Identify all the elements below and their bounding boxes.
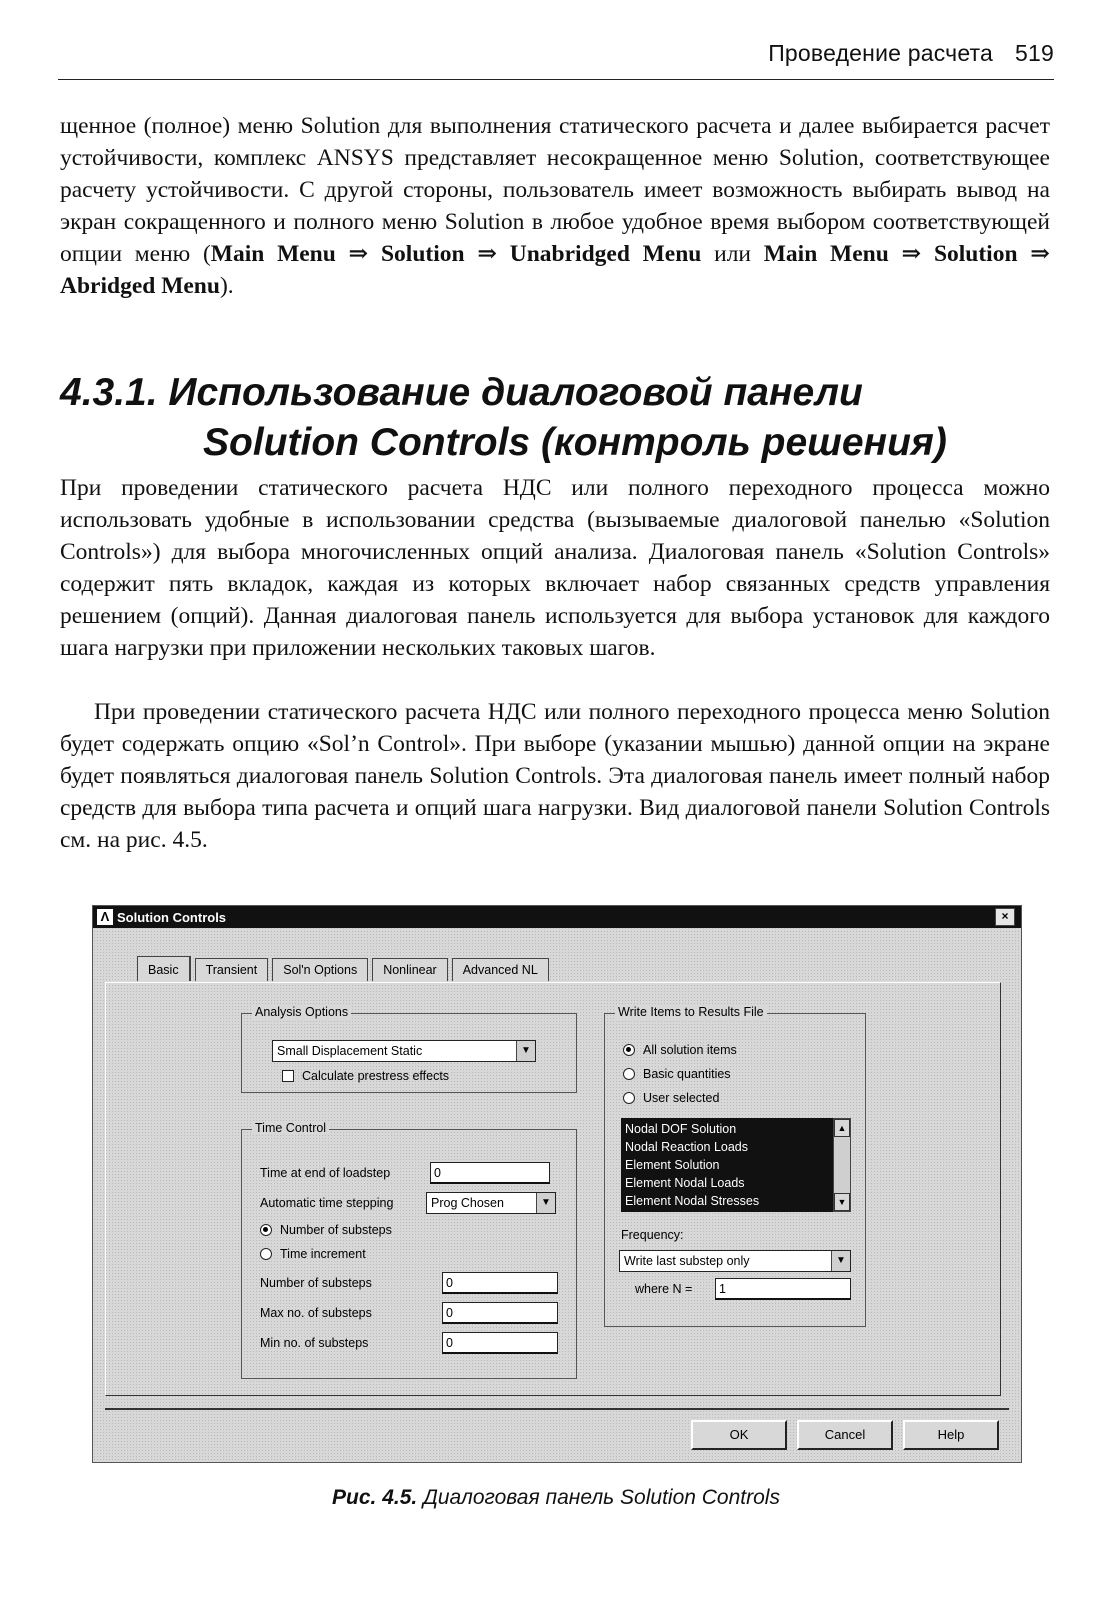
where-n-input[interactable]: 1 — [715, 1278, 851, 1300]
basic-tab-panel — [105, 982, 1001, 1396]
max-substeps-input[interactable]: 0 — [442, 1302, 558, 1324]
analysis-type-select[interactable] — [272, 1040, 536, 1062]
analysis-options-group — [241, 1005, 577, 1093]
tab-nonlinear[interactable]: Nonlinear — [372, 958, 448, 981]
figure-caption-text: Диалоговая панель Solution Controls — [423, 1486, 780, 1509]
frequency-label: Frequency: — [621, 1228, 684, 1242]
section-title-line-1: Использование диалоговой панели — [168, 371, 863, 414]
increment-radio-label: Time increment — [280, 1247, 366, 1261]
figure-caption — [0, 1486, 1112, 1510]
paragraph-1-text-e: ). — [219, 273, 234, 299]
dialog-titlebar — [93, 906, 1021, 928]
time-control-title: Time Control — [252, 1121, 329, 1135]
substeps-radio-label: Number of substeps — [280, 1223, 392, 1237]
increment-radio[interactable] — [260, 1248, 272, 1260]
cancel-button[interactable]: Cancel — [797, 1420, 893, 1450]
paragraph-1-text-a: щенное (полное) меню Solution для выполнения статического расчета и далее выбирается расчет устойчивости, комплекс ANSYS представляет несокращенное меню Solution, соответствующее расчету устойчивости. С другой стороны, пользователь имеет возможность выбирать вывод на экран сокращенного и полного меню Solution в любое удобное время выбором соответствующей опции меню ( — [60, 113, 1050, 267]
help-button[interactable]: Help — [903, 1420, 999, 1450]
user-selected-radio[interactable] — [623, 1092, 635, 1104]
list-item[interactable]: Element Nodal Stresses — [625, 1194, 760, 1208]
result-items-list[interactable] — [621, 1118, 833, 1212]
auto-step-select[interactable] — [426, 1192, 556, 1214]
chevron-down-icon[interactable]: ▼ — [831, 1251, 850, 1271]
section-title-line-2: Solution Controls (контроль решения) — [203, 421, 947, 464]
analysis-type-value: Small Displacement Static — [277, 1044, 423, 1058]
menu-path-unabridged: Main Menu ⇒ Solution ⇒ Unabridged Menu — [210, 241, 702, 267]
list-item[interactable]: Element Solution — [625, 1158, 720, 1172]
chevron-down-icon[interactable]: ▼ — [536, 1193, 555, 1213]
user-selected-label: User selected — [643, 1091, 720, 1105]
ok-button[interactable]: OK — [691, 1420, 787, 1450]
tab-transient[interactable]: Transient — [195, 958, 269, 981]
close-icon[interactable]: × — [995, 908, 1015, 926]
paragraph-1-text-c: или — [701, 241, 764, 267]
scroll-up-icon[interactable]: ▲ — [834, 1119, 850, 1137]
time-end-label: Time at end of loadstep — [260, 1166, 391, 1180]
button-separator — [105, 1408, 1009, 1410]
list-item[interactable]: Nodal Reaction Loads — [625, 1140, 748, 1154]
list-scrollbar[interactable] — [833, 1118, 851, 1212]
write-items-title: Write Items to Results File — [615, 1005, 767, 1019]
prestress-label: Calculate prestress effects — [302, 1069, 450, 1083]
paragraph-2-text: При проведении статического расчета НДС или полного переходного процесса можно использовать удобные в использовании средства (вызываемые диалоговой панелью «Solution Controls») для выбора многочисленных опций анализа. Диалоговая панель «Solution Controls» содержит пять вкладок, каждая из которых включает набор связанных средств управления решением (опций). Данная диалоговая панель используется для выбора установок для каждого шага нагрузки при приложении нескольких таковых шагов. — [60, 475, 1050, 661]
tab-basic[interactable]: Basic — [137, 956, 191, 981]
figure-number: Рис. 4.5. — [332, 1486, 418, 1509]
time-control-group — [241, 1121, 577, 1379]
running-title: Проведение расчета — [768, 40, 994, 66]
tab-advanced-nl[interactable]: Advanced NL — [452, 958, 549, 981]
paragraph-3 — [60, 696, 1050, 856]
solution-controls-dialog — [92, 905, 1022, 1463]
max-substeps-label: Max no. of substeps — [260, 1306, 372, 1320]
list-item[interactable]: Element Nodal Loads — [625, 1176, 745, 1190]
section-number: 4.3.1. — [60, 371, 158, 414]
all-items-label: All solution items — [643, 1043, 737, 1057]
frequency-select[interactable] — [619, 1250, 851, 1272]
ansys-logo-icon: Λ — [97, 909, 113, 925]
paragraph-3-text: При проведении статического расчета НДС или полного переходного процесса меню Solution будет содержать опцию «Sol’n Control». При выборе (указании мышью) данной опции на экране будет появляться диалоговая панель Solution Controls. Эта диалоговая панель имеет полный набор средств для выбора типа расчета и опций шага нагрузки. Вид диалоговой панели Solution Controls см. на рис. 4.5. — [60, 699, 1050, 853]
analysis-options-title: Analysis Options — [252, 1005, 351, 1019]
running-head — [58, 40, 1054, 67]
where-n-label: where N = — [635, 1282, 693, 1296]
prestress-checkbox[interactable] — [282, 1070, 294, 1082]
page-number: 519 — [1015, 40, 1054, 66]
paragraph-1 — [60, 110, 1050, 302]
write-items-group — [604, 1005, 866, 1327]
num-substeps-input[interactable]: 0 — [442, 1272, 558, 1294]
header-rule — [58, 79, 1054, 80]
min-substeps-label: Min no. of substeps — [260, 1336, 369, 1350]
dialog-title: Solution Controls — [117, 909, 227, 925]
all-items-radio[interactable] — [623, 1044, 635, 1056]
paragraph-2 — [60, 472, 1050, 664]
auto-step-value: Prog Chosen — [431, 1196, 504, 1210]
chevron-down-icon[interactable]: ▼ — [516, 1041, 535, 1061]
tab-soln-options[interactable]: Sol'n Options — [272, 958, 368, 981]
basic-quantities-label: Basic quantities — [643, 1067, 731, 1081]
tab-bar — [137, 956, 553, 981]
substeps-radio[interactable] — [260, 1224, 272, 1236]
scroll-down-icon[interactable]: ▼ — [834, 1193, 850, 1211]
time-end-input[interactable]: 0 — [430, 1162, 550, 1184]
list-item[interactable]: Nodal DOF Solution — [625, 1122, 737, 1136]
auto-step-label: Automatic time stepping — [260, 1196, 394, 1210]
num-substeps-label: Number of substeps — [260, 1276, 372, 1290]
frequency-value: Write last substep only — [624, 1254, 750, 1268]
min-substeps-input[interactable]: 0 — [442, 1332, 558, 1354]
basic-quantities-radio[interactable] — [623, 1068, 635, 1080]
menu-path-abridged: Main Menu ⇒ Solution ⇒ Abridged Menu — [60, 241, 1050, 299]
section-heading — [60, 368, 1050, 468]
